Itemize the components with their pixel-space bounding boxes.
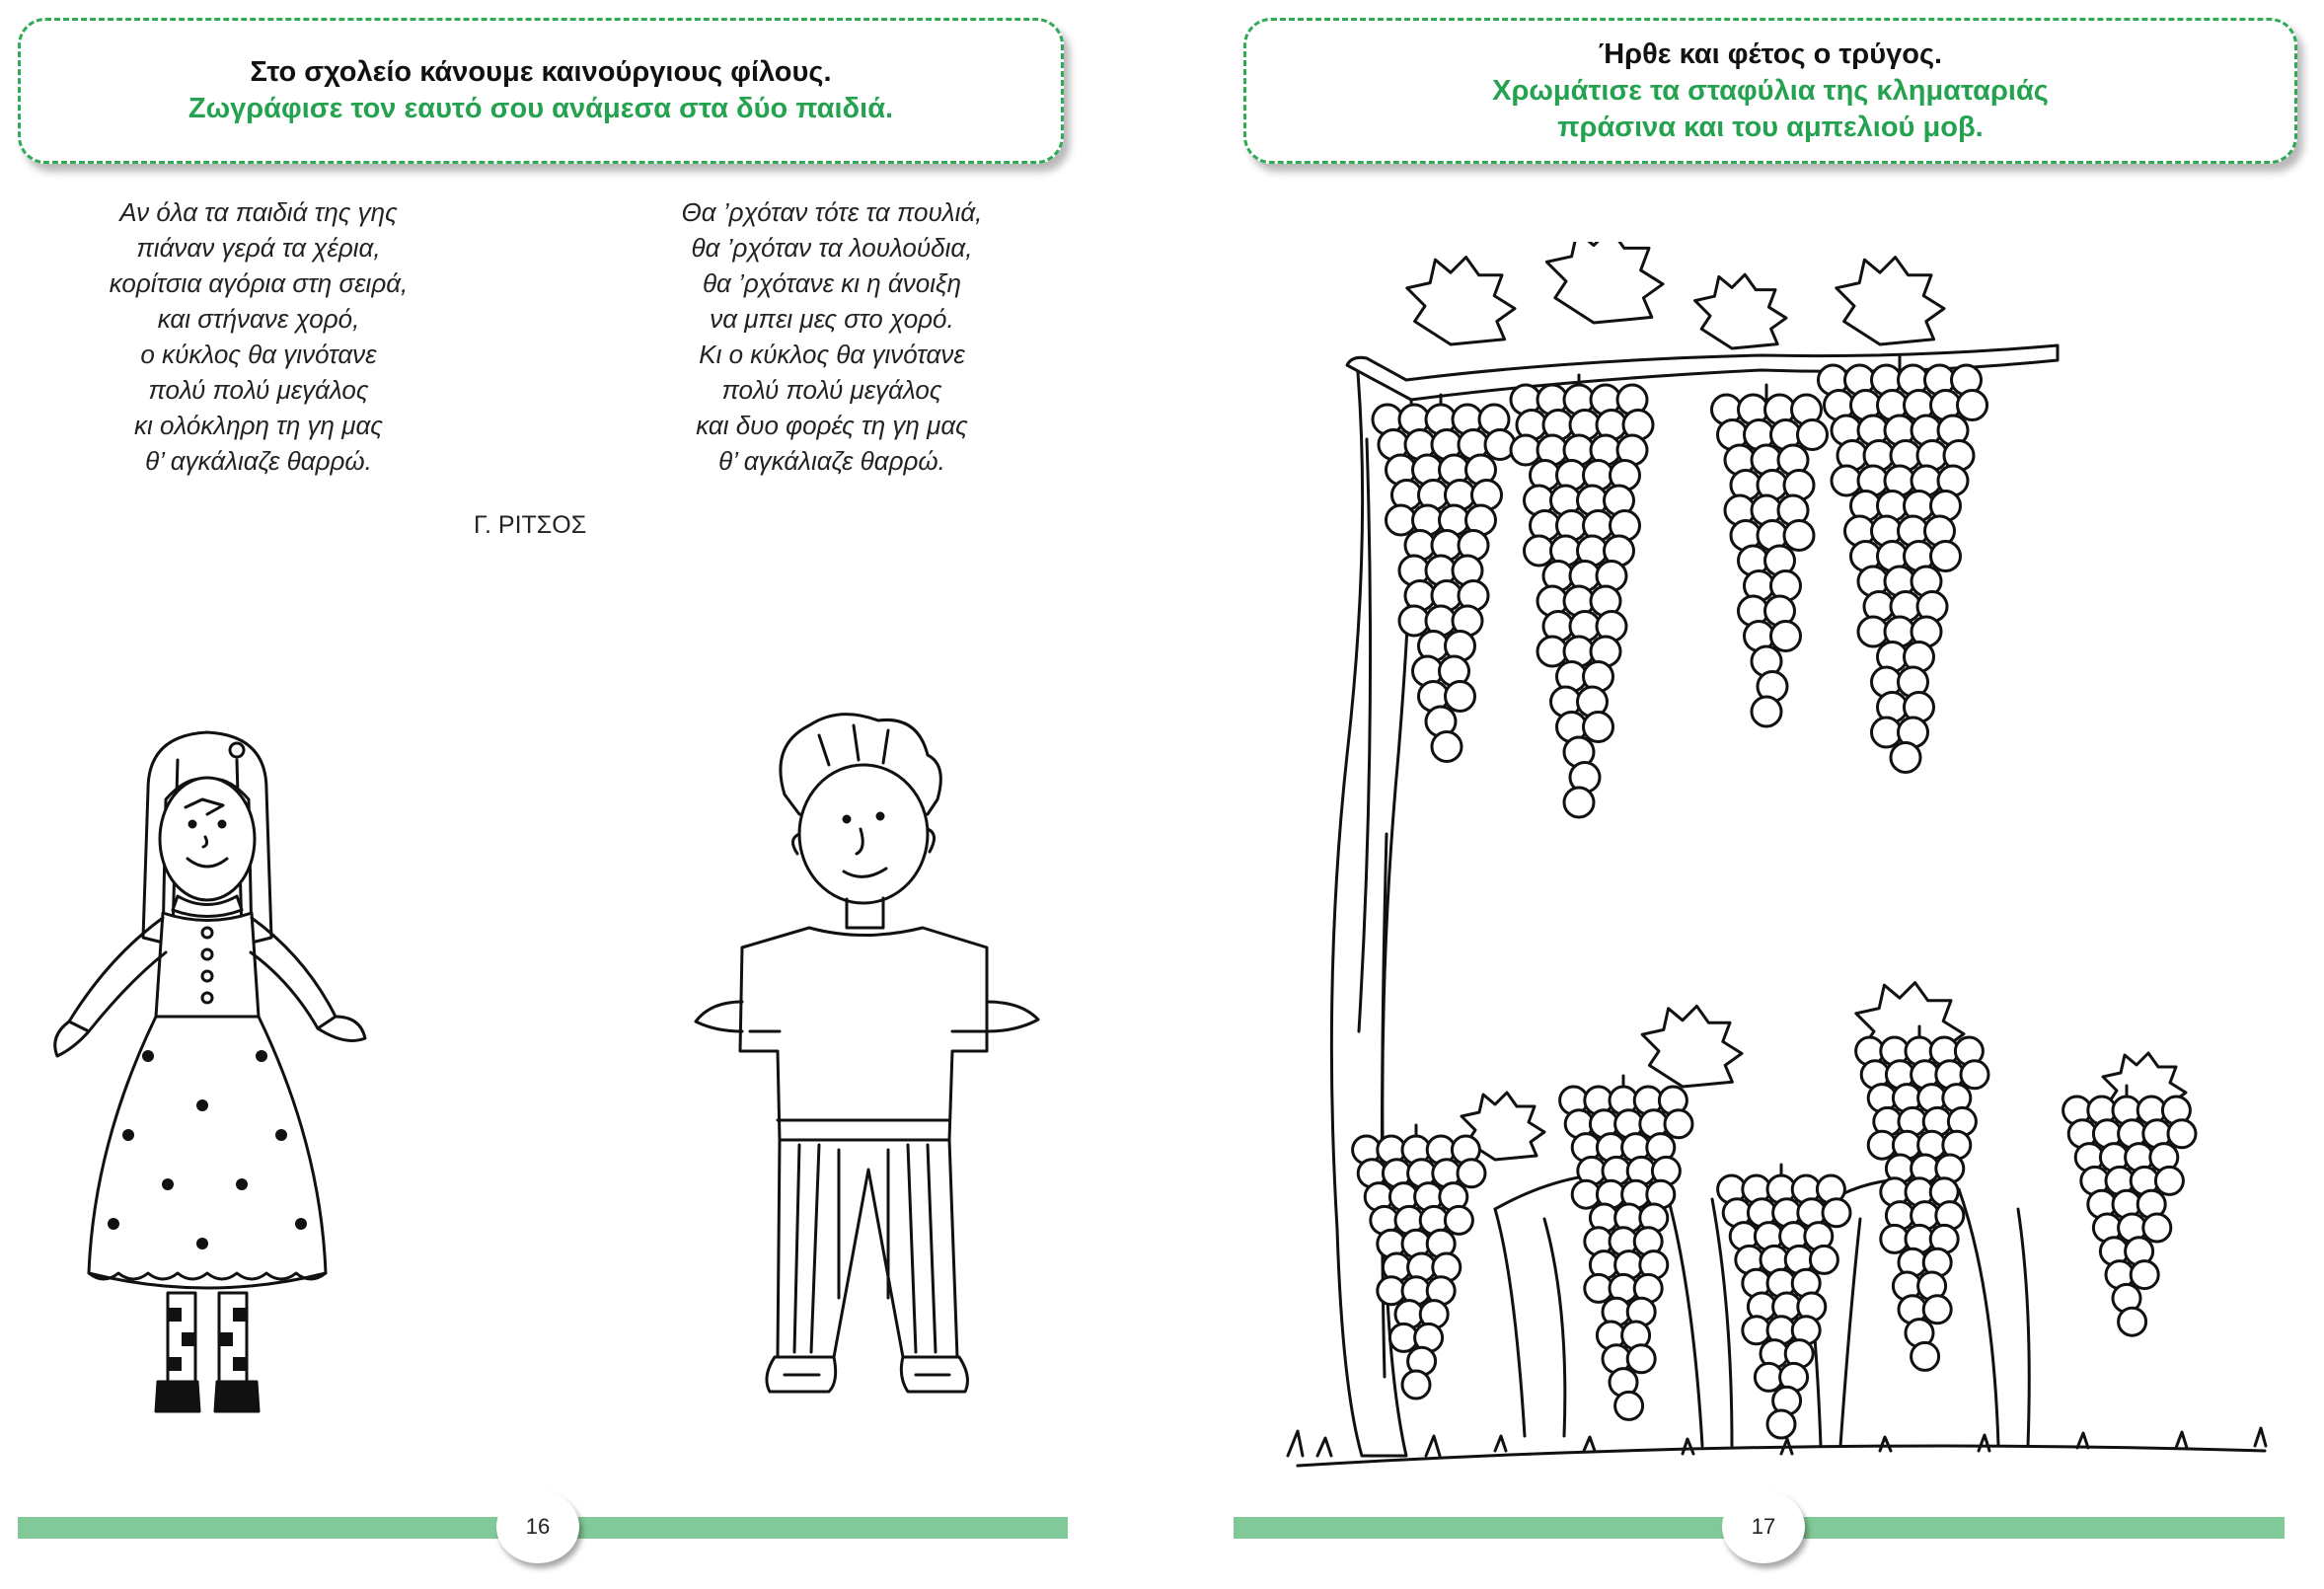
grape	[2155, 1167, 2183, 1194]
left-page	[0, 0, 1095, 1589]
poem-line: κορίτσια αγόρια στη σειρά,	[109, 268, 409, 298]
poem-author: Γ. ΡΙΤΣΟΣ	[474, 511, 587, 539]
grape	[1771, 622, 1801, 651]
poem-line: θ’ αγκάλιαζε θαρρώ.	[718, 446, 945, 476]
poem-line: πολύ πολύ μεγάλος	[721, 375, 942, 405]
poem-line: πιάναν γερά τα χέρια,	[136, 233, 381, 263]
grape	[1891, 743, 1920, 773]
page-number: 17	[1722, 1490, 1805, 1563]
instruction-title: Στο σχολείο κάνουμε καινούργιους φίλους.	[250, 56, 832, 88]
grape	[1798, 420, 1828, 450]
vine-leaf	[1837, 258, 1944, 344]
grape	[1584, 713, 1613, 742]
grape	[2143, 1214, 2171, 1242]
poem-line: θα ’ρχόταν τα λουλούδια,	[691, 233, 973, 263]
grape	[2119, 1308, 2146, 1335]
poem-line: και δυο φορές τη γη μας	[696, 411, 968, 440]
instruction-box	[18, 18, 1064, 164]
grape	[1446, 682, 1475, 712]
poem-line: θ’ αγκάλιαζε θαρρώ.	[145, 446, 372, 476]
instruction-task: Χρωμάτισε τα σταφύλια της κληματαριάς	[1492, 74, 2049, 107]
grape	[2131, 1261, 2158, 1289]
grape	[1458, 1160, 1485, 1187]
instruction-title: Ήρθε και φέτος ο τρύγος.	[1598, 38, 1943, 70]
poem-line: να μπει μες στο χορό.	[710, 304, 954, 334]
grape	[1752, 697, 1781, 726]
grapevine-drawing	[1268, 242, 2294, 1495]
grape	[1627, 1345, 1655, 1373]
grape	[1961, 1061, 1988, 1089]
vine-leaf	[1407, 258, 1515, 344]
grape	[1432, 732, 1462, 762]
grape	[1564, 788, 1594, 817]
grape	[2168, 1120, 2196, 1148]
grape	[1931, 542, 1961, 571]
poem-line: κι ολόκληρη τη γη μας	[134, 411, 383, 440]
poem-column-2	[625, 194, 1039, 479]
instruction-box	[1243, 18, 2297, 164]
poem-line: Θα ’ρχόταν τότε τα πουλιά,	[681, 197, 983, 227]
grape	[1445, 1206, 1472, 1234]
grape	[1923, 1296, 1951, 1324]
boy-drawing	[691, 706, 1056, 1416]
grape	[1912, 1342, 1939, 1370]
vine-stem	[1959, 1189, 2029, 1446]
page-number: 16	[496, 1490, 579, 1563]
vine-leaf	[1546, 242, 1663, 323]
grape	[1958, 391, 1987, 420]
grape	[1665, 1110, 1692, 1138]
vine-stem	[1663, 1179, 1732, 1446]
vine-leaf	[1642, 1006, 1742, 1087]
poem-column-1	[51, 194, 466, 479]
poem-line: Κι ο κύκλος θα γινότανε	[699, 340, 965, 369]
poem-line: πολύ πολύ μεγάλος	[148, 375, 369, 405]
grape	[1615, 1392, 1643, 1419]
poem-line: ο κύκλος θα γινότανε	[140, 340, 377, 369]
instruction-task: Ζωγράφισε τον εαυτό σου ανάμεσα στα δύο παιδιά.	[187, 93, 894, 124]
poem-line: θα ’ρχότανε κι η άνοιξη	[702, 268, 962, 298]
poem-line: Αν όλα τα παιδιά της γης	[119, 197, 398, 227]
vine-stem	[1495, 1209, 1565, 1436]
vine-leaf	[1695, 274, 1786, 348]
poem-line: και στήνανε χορό,	[157, 304, 360, 334]
grape	[1810, 1246, 1837, 1273]
instruction-task-continued: πράσινα και του αμπελιού μοβ.	[1557, 111, 1984, 143]
grape	[1402, 1371, 1430, 1399]
right-page	[1229, 0, 2324, 1589]
grape	[1823, 1199, 1850, 1227]
grape	[1767, 1410, 1795, 1438]
grape	[1784, 521, 1814, 551]
girl-drawing	[30, 720, 385, 1431]
